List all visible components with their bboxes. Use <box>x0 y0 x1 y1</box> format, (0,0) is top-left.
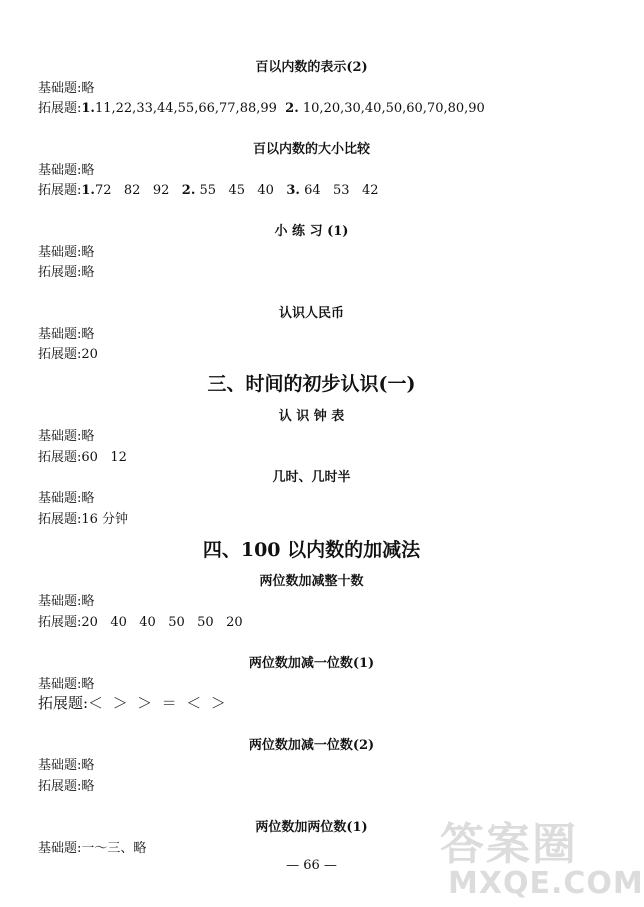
extension-answer: 拓展题:略 <box>38 779 95 794</box>
basic-answer: 基础题:略 <box>38 677 95 692</box>
page-number: — 66 — <box>286 858 337 873</box>
basic-answer: 基础题:略 <box>38 81 95 96</box>
section-title: 两位数加减一位数(1) <box>248 656 375 671</box>
extension-answer: 拓展题:16 分钟 <box>38 512 129 527</box>
basic-answer: 基础题:略 <box>38 163 95 178</box>
chapter-title: 三、时间的初步认识(一) <box>207 373 416 395</box>
item-answer: 64 53 42 <box>304 183 379 198</box>
basic-answer: 基础题:略 <box>38 594 95 609</box>
item-number: 1. <box>81 101 95 116</box>
ext-label: 拓展题: <box>38 101 82 116</box>
item-answer: 10,20,30,40,50,60,70,80,90 <box>302 101 485 116</box>
chapter-title: 四、100 以内数的加减法 <box>202 539 421 561</box>
extension-answer <box>38 179 378 198</box>
basic-answer: 基础题:略 <box>38 758 95 773</box>
extension-answer: 拓展题:20 40 40 50 50 20 <box>38 615 243 630</box>
extension-answer: 拓展题:60 12 <box>38 450 127 465</box>
extension-answer: 拓展题:略 <box>38 265 95 280</box>
section-title: 两位数加两位数(1) <box>255 820 368 835</box>
item-answer: 55 45 40 <box>199 183 274 198</box>
watermark-logo: 答案圈 <box>440 819 578 870</box>
item-number: 1. <box>81 183 95 198</box>
basic-answer: 基础题:略 <box>38 327 95 342</box>
section-title: 认 识 钟 表 <box>278 409 345 424</box>
section-title: 两位数加减整十数 <box>259 574 364 589</box>
extension-answer: 拓展题:＜ ＞ ＞ ＝ ＜ ＞ <box>38 694 226 712</box>
extension-answer: 拓展题:20 <box>38 347 98 362</box>
section-title: 小 练 习 (1) <box>274 224 349 239</box>
section-title: 百以内数的大小比较 <box>252 142 370 157</box>
item-answer: 11,22,33,44,55,66,77,88,99 <box>94 101 277 116</box>
basic-answer: 基础题:略 <box>38 429 95 444</box>
item-number: 3. <box>286 183 300 198</box>
section-title: 百以内数的表示(2) <box>255 60 368 75</box>
ext-label: 拓展题: <box>38 183 82 198</box>
section-title: 两位数加减一位数(2) <box>248 738 375 753</box>
basic-answer: 基础题:略 <box>38 491 95 506</box>
extension-answer <box>38 97 485 116</box>
item-number: 2. <box>285 101 299 116</box>
section-title: 几时、几时半 <box>272 470 351 485</box>
item-number: 2. <box>181 183 196 198</box>
basic-answer: 基础题:略 <box>38 245 95 260</box>
basic-answer: 基础题:一～三、略 <box>38 841 147 856</box>
item-answer: 72 82 92 <box>94 183 170 198</box>
section-title: 认识人民币 <box>278 306 344 321</box>
watermark-url: MXQE.COM <box>448 866 644 901</box>
